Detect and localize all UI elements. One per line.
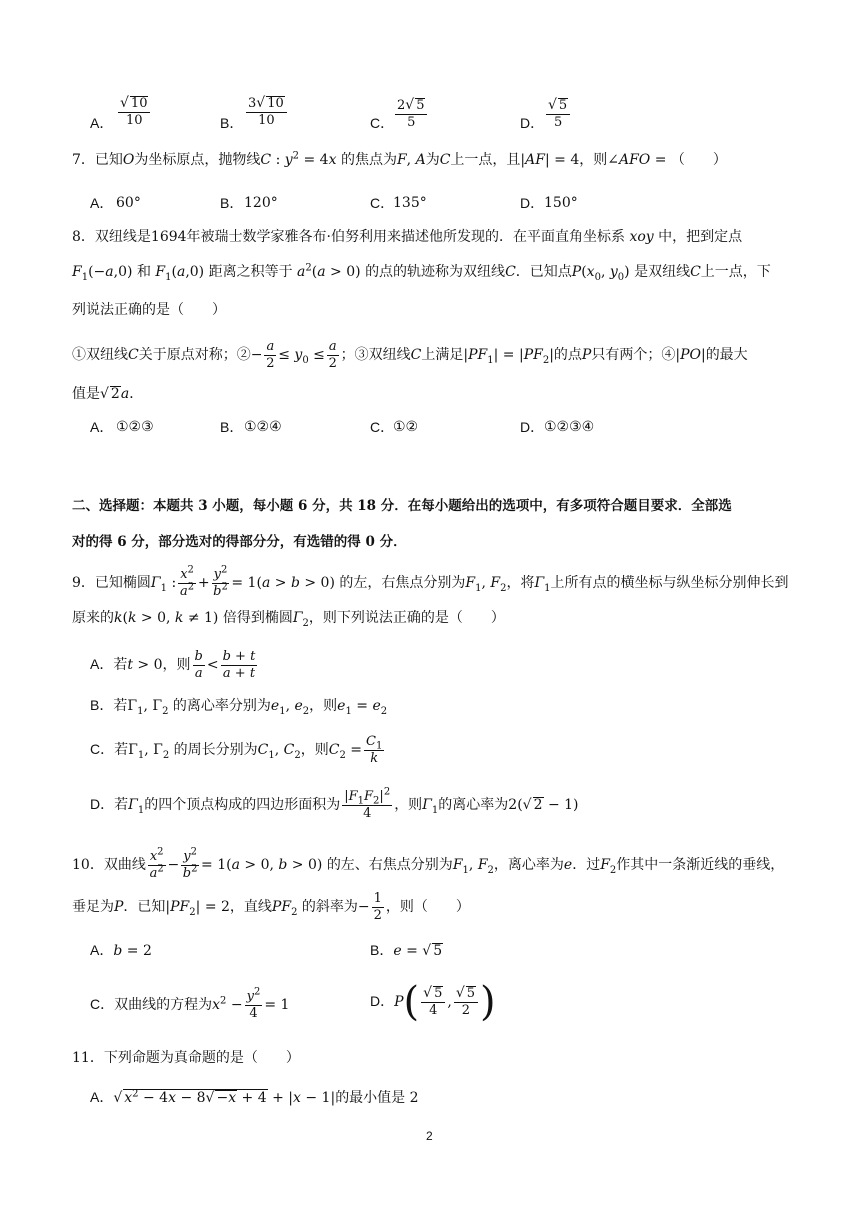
q8-statements: ①双纽线C关于原点对称；②− $\frac{a}{2}$ ≤ $y_0$ ≤ $\frac{a}{2}$ ；③双纽线C上满足$|PF_1| = |PF_2|$的点P只有两个；④|PO|的最大 bbox=[72, 339, 748, 371]
q9-option-b: B．若$\Gamma_1$, $\Gamma_2$ 的离心率分别为$e_1$, $e_2$，则$e_1 = e_2$ bbox=[90, 697, 388, 717]
q9-option-c: C．若$\Gamma_1$, $\Gamma_2$ 的周长分别为$C_1$, $C_2$，则$C_2$ = $\frac{C_1}{k}$ bbox=[90, 734, 383, 766]
q9-stem-line1: 9．已知椭圆$\Gamma_1$ : $\frac{x^2}{a^2}$ + $\frac{y^2}{b^2}$ = 1(a > b > 0) 的左，右焦点分别为$F_1$, $F_2$，将$\Gamma_1$上所有点的横坐标与纵坐标分别伸长到 bbox=[72, 564, 789, 599]
q9-option-d: D．若$\Gamma_1$的四个顶点构成的四边形面积为 $\frac{|F_1F_2|^2}{4}$ ，则$\Gamma_1$的离心率为2(√ 2 − 1) bbox=[90, 786, 579, 821]
q7-option-b-label: B． bbox=[220, 195, 244, 211]
q8-option-c-label: C． bbox=[370, 419, 395, 435]
q6-option-d-label: D． bbox=[520, 115, 545, 131]
q10-option-b: B．e = √ 5 bbox=[370, 942, 443, 959]
q8-option-d-value: ①②③④ bbox=[544, 419, 595, 435]
q7-option-c-value: 135° bbox=[393, 195, 427, 211]
q11-stem: 11．下列命题为真命题的是（ ） bbox=[72, 1050, 300, 1066]
section2-heading-line2: 对的得 6 分，部分选对的得部分分，有选错的得 0 分． bbox=[72, 534, 407, 550]
q6-option-b-label: B． bbox=[220, 115, 244, 131]
q8-option-b-value: ①②④ bbox=[244, 419, 282, 435]
q8-option-b-label: B． bbox=[220, 419, 244, 435]
q7-option-d-label: D． bbox=[520, 195, 545, 211]
q7-option-d-value: 150° bbox=[544, 195, 578, 211]
q6-option-d-value: $\frac{√ 5}{5}$ bbox=[544, 98, 572, 130]
q7-option-c-label: C． bbox=[370, 195, 395, 211]
q10-option-c: C．双曲线的方程为$x^2$ − $\frac{y^2}{4}$ = 1 bbox=[90, 986, 290, 1021]
q7-option-a-value: 60° bbox=[116, 195, 141, 211]
q10-option-a: A．b = 2 bbox=[90, 942, 152, 959]
q8-option-a-label: A． bbox=[90, 419, 114, 435]
q8-option-c-value: ①② bbox=[393, 419, 419, 435]
q9-option-a: A．若t > 0，则 $\frac{b}{a}$ < $\frac{b + t}{a + t}$ bbox=[90, 649, 256, 681]
q8-stem-line2: $F_1(-a,0)$ 和 $F_1(a,0)$ 距离之积等于 $a^2(a > 0)$ 的点的轨迹称为双纽线C．已知点$P(x_0$, $y_0$) 是双纽线C上一点，下 bbox=[72, 262, 771, 283]
q7-option-b-value: 120° bbox=[244, 195, 278, 211]
q6-option-c-value: $\frac{2√ 5}{5}$ bbox=[393, 98, 429, 130]
q9-stem-line2: 原来的k(k > 0, k ≠ 1) 倍得到椭圆$\Gamma_2$，则下列说法正确的是（ ） bbox=[72, 610, 505, 629]
q10-option-d: D．P( $\frac{√ 5}{4}$ , $\frac{√ 5}{2}$ ) bbox=[370, 979, 496, 1025]
q11-option-a: A．√ $x^2 - 4x - 8√ -x + 4 + |x - 1|$的最小值是 2 bbox=[90, 1088, 419, 1106]
q8-option-d-label: D． bbox=[520, 419, 545, 435]
q8-option-a-value: ①②③ bbox=[116, 419, 154, 435]
q6-option-b-value: $\frac{3√ 10}{10}$ bbox=[244, 96, 289, 128]
q10-stem-line2: 垂足为P．已知$|PF_2| = 2$，直线$PF_2$ 的斜率为− $\frac{1}{2}$ ，则（ ） bbox=[72, 891, 470, 923]
q6-option-a-value: $\frac{√ 10}{10}$ bbox=[116, 96, 152, 128]
q8-statements-line2: 值是√ 2a． bbox=[72, 386, 144, 402]
q8-stem-line3: 列说法正确的是（ ） bbox=[72, 302, 226, 318]
q6-option-a-label: A． bbox=[90, 115, 114, 131]
q7-option-a-label: A． bbox=[90, 195, 114, 211]
page-number: 2 bbox=[426, 1129, 433, 1143]
q6-option-c-label: C． bbox=[370, 115, 395, 131]
q8-stem-line1: 8．双纽线是1694年被瑞士数学家雅各布·伯努利用来描述他所发现的．在平面直角坐标系 xoy 中，把到定点 bbox=[72, 229, 743, 245]
q7-stem: 7．已知O为坐标原点，抛物线C : $y^2 = 4x$ 的焦点为F, A为C上一点，且|AF| = 4，则∠AFO = （ ） bbox=[72, 150, 727, 168]
section2-heading-line1: 二、选择题：本题共 3 小题，每小题 6 分，共 18 分．在每小题给出的选项中，有多项符合题目要求．全部选 bbox=[72, 498, 732, 514]
q10-stem-line1: 10．双曲线 $\frac{x^2}{a^2}$ − $\frac{y^2}{b^2}$ = 1(a > 0, b > 0) 的左、右焦点分别为$F_1$, $F_2$，离心率为e．过$F_2$作其中一条渐近线的垂线， bbox=[72, 846, 785, 881]
